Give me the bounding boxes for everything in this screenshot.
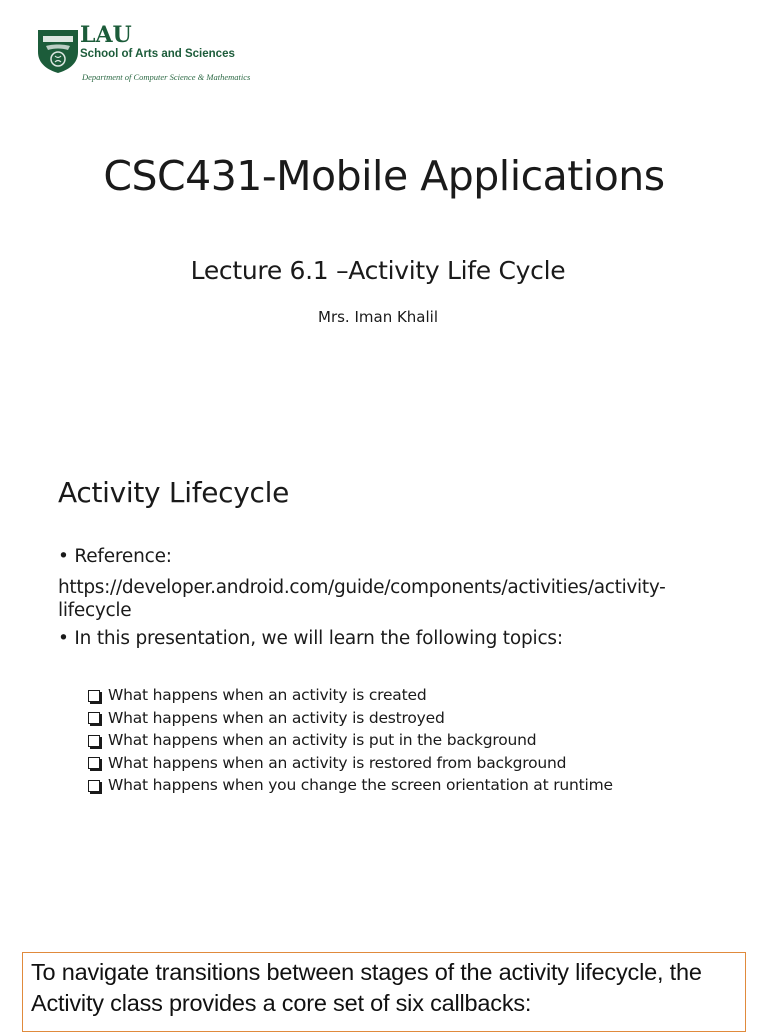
checkbox-icon: [88, 690, 100, 702]
slide-title: CSC431-Mobile Applications: [103, 152, 665, 200]
topics-intro: • In this presentation, we will learn the following topics:: [58, 628, 563, 649]
list-item: What happens when an activity is destroyed: [88, 707, 613, 730]
callbacks-text-box: [22, 952, 746, 1032]
brand-school: School of Arts and Sciences: [80, 48, 235, 60]
list-item: What happens when an activity is created: [88, 684, 613, 707]
brand-block: [80, 24, 235, 61]
department-name: Department of Computer Science & Mathematics: [82, 72, 251, 82]
list-item: What happens when an activity is put in the background: [88, 729, 613, 752]
title-slide: [0, 0, 768, 440]
checkbox-icon: [88, 712, 100, 724]
lau-shield-logo-icon: [34, 26, 82, 74]
lifecycle-slide: [0, 440, 768, 940]
topics-list: [88, 684, 613, 797]
reference-label: • Reference:: [58, 546, 172, 567]
checkbox-icon: [88, 735, 100, 747]
checkbox-icon: [88, 780, 100, 792]
list-item: What happens when an activity is restored from background: [88, 752, 613, 775]
section-heading: Activity Lifecycle: [58, 476, 290, 509]
list-item: What happens when you change the screen orientation at runtime: [88, 774, 613, 797]
slide-subtitle: Lecture 6.1 –Activity Life Cycle: [190, 256, 566, 285]
reference-url[interactable]: https://developer.android.com/guide/components/activities/activity-lifecycle: [58, 577, 666, 621]
author-name: Mrs. Iman Khalil: [318, 308, 438, 326]
checkbox-icon: [88, 757, 100, 769]
brand-lau: LAU: [80, 22, 132, 48]
callbacks-text: To navigate transitions between stages of the activity lifecycle, the Activity class provides a core set of six callbacks:: [31, 959, 702, 1016]
